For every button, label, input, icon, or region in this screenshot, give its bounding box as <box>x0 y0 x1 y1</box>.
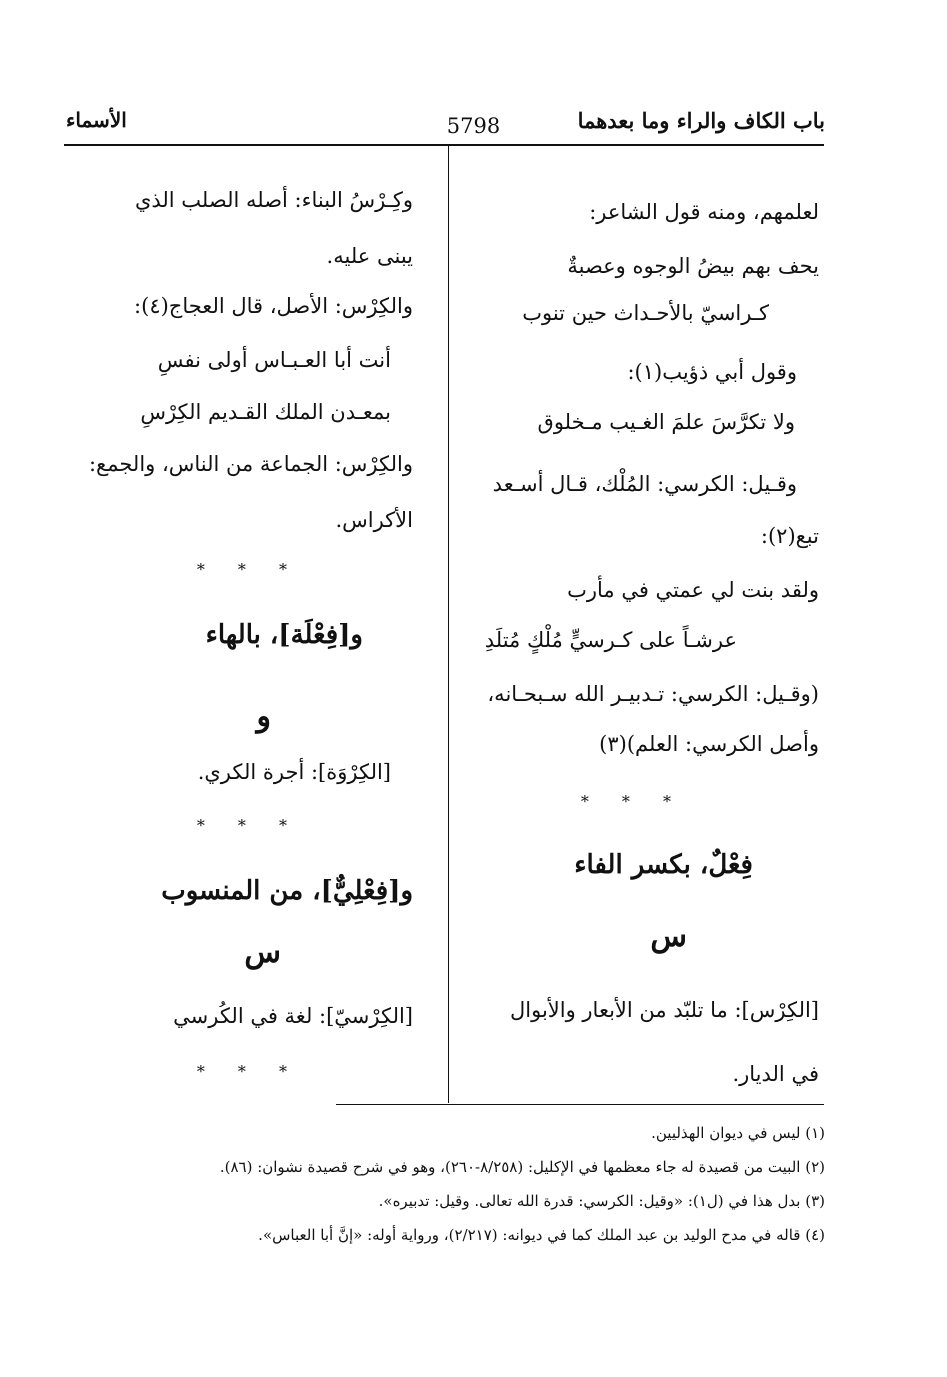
text-line: يبنى عليه. <box>326 244 413 268</box>
verse-line: أنت أبا العـبـاس أولى نفسِ <box>157 348 391 372</box>
separator-stars: * * * <box>580 792 685 811</box>
text-line: تبع(٢): <box>760 524 819 548</box>
text-line: لعلمهم، ومنه قول الشاعر: <box>589 200 819 224</box>
section-heading: و[فِعْلَة]، بالهاء <box>205 620 363 650</box>
text-line: وأصل الكرسي: العلم)(٣) <box>599 732 819 756</box>
column-divider <box>448 146 449 1103</box>
footnote: (٢) البيت من قصيدة له جاء معظمها في الإكليل: (٨/٢٥٨-٢٦٠)، وهو في شرح قصيدة نشوان: (٨٦). <box>219 1158 825 1176</box>
text-line: (وقـيل: الكرسي: تـدبيـر الله سـبحـانه، <box>487 682 819 706</box>
text-line: والكِرْس: الجماعة من الناس، والجمع: <box>88 452 413 476</box>
verse-line: كـراسيّ بالأحـداث حين تنوب <box>522 301 769 325</box>
text-line: والكِرْس: الأصل، قال العجاج(٤): <box>134 294 413 318</box>
verse-line: عرشـاً على كـرسيٍّ مُلْكٍ مُتلَدِ <box>484 628 737 652</box>
text-line: وقول أبي ذؤيب(١): <box>627 360 797 384</box>
letter-heading: س <box>650 919 687 954</box>
verse-line: ولا تكرَّسَ علمَ الغـيب مـخلوق <box>537 410 795 434</box>
verse-line: ولقد بنت لي عمتي في مأرب <box>567 578 819 602</box>
verse-line: يحف بهم بيضُ الوجوه وعصبةٌ <box>567 254 819 278</box>
header-rule <box>64 144 824 146</box>
letter-heading: س <box>244 935 281 970</box>
section-heading: فِعْلٌ، بكسر الفاء <box>574 850 753 880</box>
text-line: [الكِرْوَة]: أجرة الكري. <box>197 760 391 784</box>
verse-line: بمعـدن الملك القـديم الكِرْسِ <box>140 400 391 424</box>
separator-stars: * * * <box>196 816 301 835</box>
footnote: (٤) قاله في مدح الوليد بن عبد الملك كما في ديوانه: (٢/٢١٧)، ورواية أوله: «إنَّ أبا العباس». <box>258 1226 825 1244</box>
section-title: الأسماء <box>66 108 127 132</box>
text-line: في الديار. <box>732 1062 819 1086</box>
footnote: (٣) بدل هذا في (ل١): «وقيل: الكرسي: قدرة الله تعالى. وقيل: تدبيره». <box>378 1192 825 1210</box>
footnote: (١) ليس في ديوان الهذليين. <box>651 1124 825 1142</box>
separator-stars: * * * <box>196 1062 301 1081</box>
page-number: 5798 <box>446 114 501 138</box>
separator-stars: * * * <box>196 560 301 579</box>
chapter-title: باب الكاف والراء وما بعدهما <box>577 108 825 133</box>
text-line: [الكِرْس]: ما تلبّد من الأبعار والأبوال <box>510 998 819 1022</box>
text-line: [الكِرْسيّ]: لغة في الكُرسي <box>173 1004 413 1028</box>
letter-heading: و <box>256 699 271 734</box>
section-heading: و[فِعْلِيٌّ]، من المنسوب <box>161 876 413 906</box>
text-line: وكِـرْسُ البناء: أصله الصلب الذي <box>134 188 413 212</box>
text-line: الأكراس. <box>335 508 413 532</box>
footnote-rule <box>336 1104 824 1105</box>
text-line: وقـيل: الكرسي: المُلْك، قـال أسـعد <box>492 472 797 496</box>
